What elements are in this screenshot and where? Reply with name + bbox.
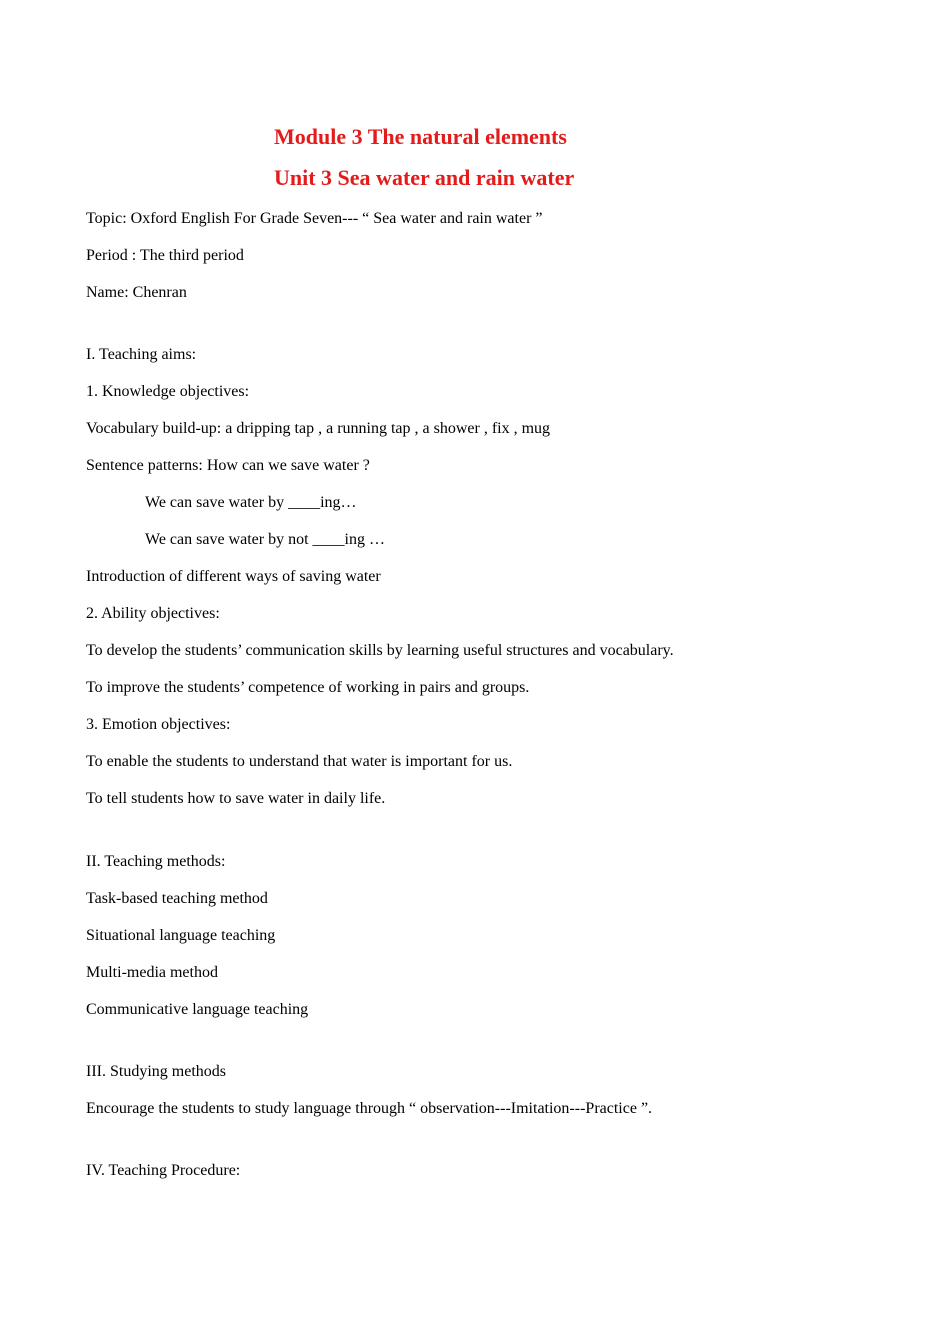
- ability-objective-2: To improve the students’ competence of working in pairs and groups.: [86, 679, 530, 696]
- studying-methods-heading: III. Studying methods: [86, 1063, 226, 1080]
- teaching-method-item: Task-based teaching method: [86, 890, 268, 907]
- teaching-procedure-heading: IV. Teaching Procedure:: [86, 1162, 241, 1179]
- sentence-pattern-2: We can save water by not ____ing …: [145, 531, 385, 548]
- emotion-objective-1: To enable the students to understand that water is important for us.: [86, 753, 513, 770]
- ability-objectives-heading: 2. Ability objectives:: [86, 605, 220, 622]
- sentence-patterns-line: Sentence patterns: How can we save water ?: [86, 457, 370, 474]
- vocabulary-line: Vocabulary build-up: a dripping tap , a running tap , a shower , fix , mug: [86, 420, 551, 437]
- studying-methods-text: Encourage the students to study language through “ observation---Imitation---Practice ”.: [86, 1100, 653, 1117]
- emotion-objectives-heading: 3. Emotion objectives:: [86, 716, 231, 733]
- teaching-method-item: Multi-media method: [86, 964, 218, 981]
- teaching-aims-heading: I. Teaching aims:: [86, 346, 197, 363]
- topic-line: Topic: Oxford English For Grade Seven--- “ Sea water and rain water ”: [86, 210, 543, 227]
- sentence-pattern-1: We can save water by ____ing…: [145, 494, 357, 511]
- name-line: Name: Chenran: [86, 284, 187, 301]
- teaching-methods-heading: II. Teaching methods:: [86, 853, 226, 870]
- introduction-line: Introduction of different ways of saving water: [86, 568, 381, 585]
- teaching-method-item: Situational language teaching: [86, 927, 276, 944]
- period-line: Period : The third period: [86, 247, 244, 264]
- teaching-method-item: Communicative language teaching: [86, 1001, 309, 1018]
- ability-objective-1: To develop the students’ communication skills by learning useful structures and vocabulary.: [86, 642, 674, 659]
- emotion-objective-2: To tell students how to save water in daily life.: [86, 790, 386, 807]
- module-title: Module 3 The natural elements: [274, 124, 567, 149]
- knowledge-objectives-heading: 1. Knowledge objectives:: [86, 383, 250, 400]
- unit-title: Unit 3 Sea water and rain water: [274, 165, 575, 190]
